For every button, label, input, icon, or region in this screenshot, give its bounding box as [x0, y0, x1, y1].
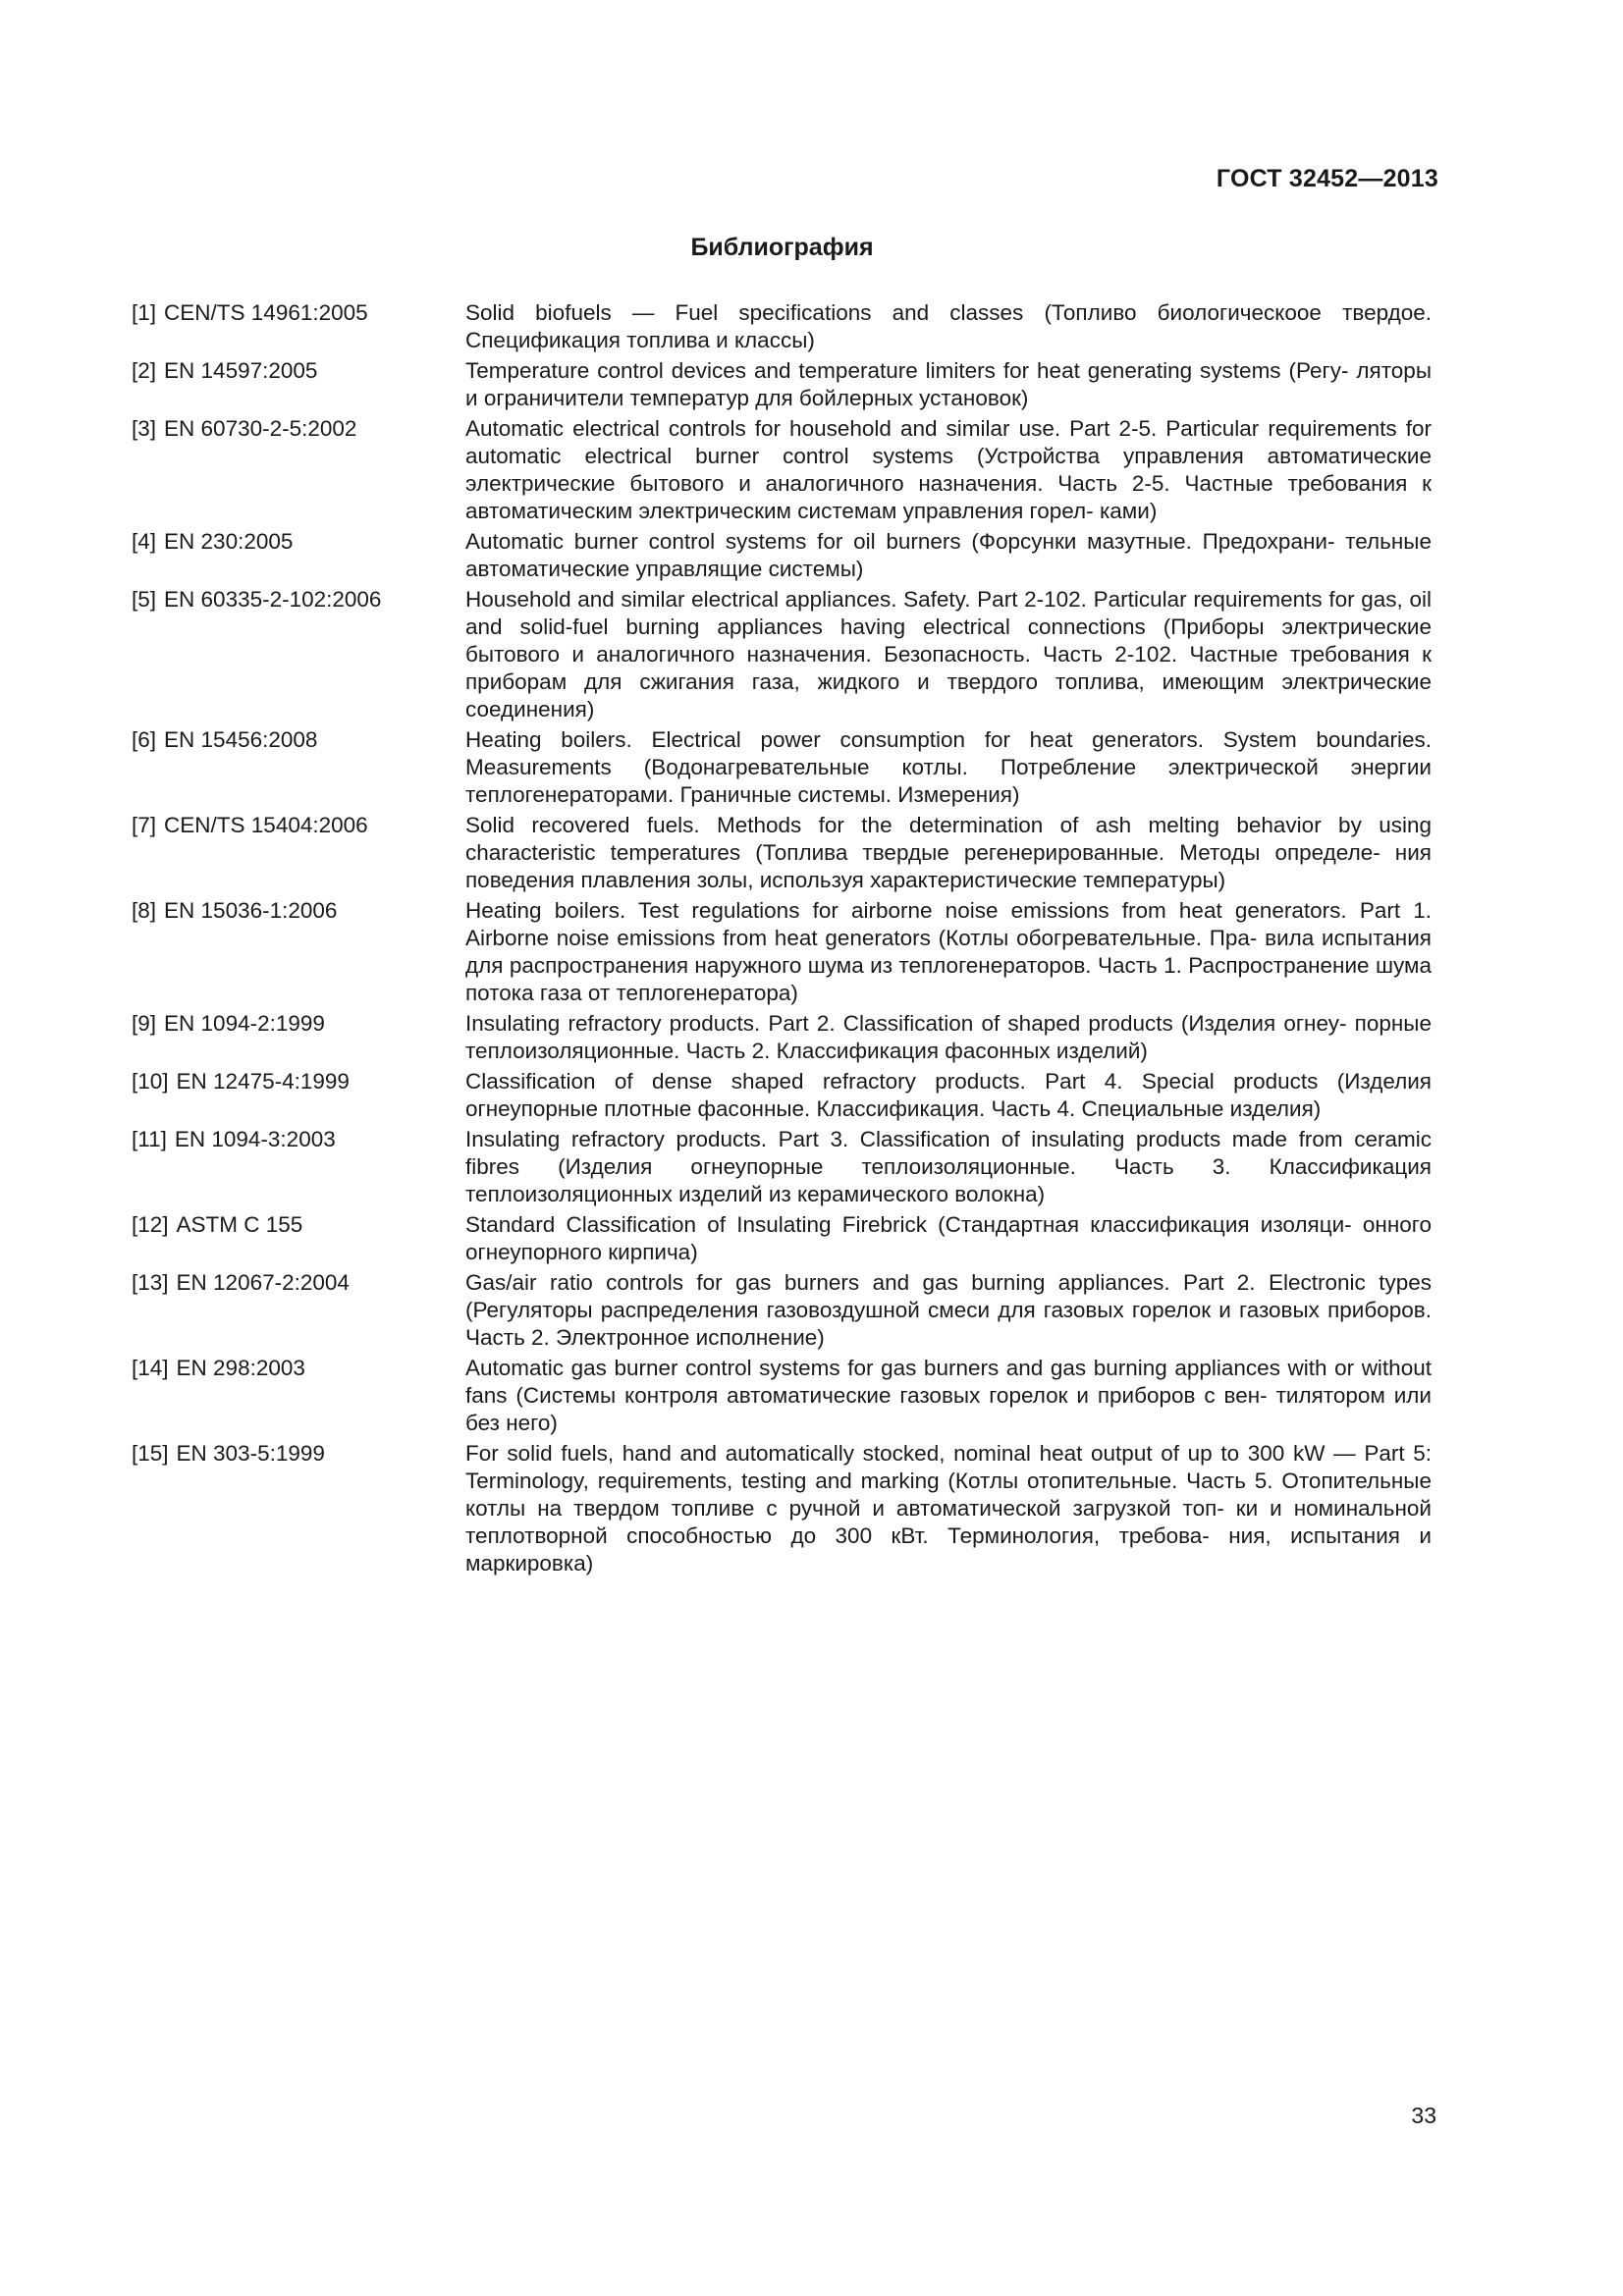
reference-id: [132, 726, 465, 809]
description-line: Measurements (Водонагревательные котлы. Потребление электрической энергии: [465, 755, 1432, 779]
description-line: огнеупорные плотные фасонные. Классификация. Часть 4. Специальные изделия): [465, 1096, 1322, 1121]
standard-code: CEN/TS 14961:2005: [164, 300, 368, 325]
page-number: 33: [1411, 2103, 1436, 2128]
standard-code: EN 60730-2-5:2002: [164, 416, 357, 441]
standard-code: EN 230:2005: [164, 529, 294, 554]
description-line: Automatic electrical controls for household and similar use. Part 2-5. Particular: [465, 416, 1260, 441]
bibliography-entry: [132, 1010, 1432, 1065]
reference-id: [132, 415, 465, 525]
description-line: ки и номинальной теплотворной способностью до 300 кВт. Терминология, требова-: [465, 1496, 1432, 1548]
description-line: (Регуляторы распределения газовоздушной смеси для газовых горелок и газовых: [465, 1298, 1320, 1322]
description-line: теплогенераторами. Граничные системы. Измерения): [465, 782, 1020, 807]
description-line: Household and similar electrical appliances. Safety. Part 2-102. Particular requirements: [465, 587, 1323, 612]
reference-id: [132, 586, 465, 723]
description-line: Classification of dense shaped refractory products. Part 4. Special products (Изделия: [465, 1069, 1432, 1094]
reference-description: [465, 897, 1432, 1007]
description-line: Heating boilers. Test regulations for airborne noise emissions from heat generators.: [465, 898, 1347, 923]
description-line: ния, испытания и маркировка): [465, 1523, 1432, 1575]
description-line: Часть 1. Распространение шума потока газа от теплогенератора): [465, 953, 1432, 1005]
reference-description: [465, 357, 1432, 412]
reference-description: [465, 726, 1432, 809]
bibliography-entry: [132, 1355, 1432, 1437]
reference-number: [11]: [132, 1127, 167, 1151]
bibliography-entry: [132, 1126, 1432, 1208]
description-line: тельные автоматические управлящие системы): [465, 529, 1432, 581]
reference-number: [4]: [132, 529, 157, 554]
reference-description: [465, 299, 1432, 354]
reference-id: [132, 299, 465, 354]
standard-code: EN 15456:2008: [164, 727, 318, 752]
reference-number: [2]: [132, 358, 157, 383]
bibliography-entry: [132, 586, 1432, 723]
description-line: ляторы и ограничители температур для бойлерных установок): [465, 358, 1432, 410]
description-line: тилятором или без него): [465, 1383, 1432, 1435]
standard-code: ASTM C 155: [176, 1212, 303, 1237]
reference-description: [465, 1211, 1432, 1266]
description-line: ния поведения плавления золы, используя характеристические температуры): [465, 840, 1432, 892]
reference-id: [132, 1211, 465, 1266]
reference-id: [132, 1126, 465, 1208]
description-line: Частные требования к приборам для сжигания газа, жидкого и твердого топлива,: [465, 642, 1432, 694]
reference-id: [132, 812, 465, 894]
description-line: characteristic temperatures (Топлива твердые регенерированные. Методы определе-: [465, 840, 1380, 865]
reference-number: [6]: [132, 727, 157, 752]
description-line: Part 1. Airborne noise emissions from heat generators (Котлы обогревательные. Пра-: [465, 898, 1432, 950]
reference-number: [5]: [132, 587, 157, 612]
standard-code: EN 1094-3:2003: [174, 1127, 336, 1151]
reference-description: [465, 1355, 1432, 1437]
reference-id: [132, 357, 465, 412]
bibliography-entry: [132, 1068, 1432, 1123]
bibliography-entry: [132, 415, 1432, 525]
page-title: Библиография: [690, 234, 874, 261]
reference-description: [465, 1010, 1432, 1065]
standard-code: EN 298:2003: [176, 1356, 305, 1380]
description-line: Insulating refractory products. Part 2. Classification of shaped products (Изделия огнеу-: [465, 1011, 1347, 1036]
bibliography-entry: [132, 726, 1432, 809]
reference-id: [132, 1068, 465, 1123]
reference-id: [132, 1269, 465, 1352]
description-line: For solid fuels, hand and automatically stocked, nominal heat output of up to 300 kW —: [465, 1441, 1356, 1466]
description-line: вила испытания для распространения наружного шума из теплогенераторов.: [465, 926, 1432, 978]
standard-code: EN 303-5:1999: [176, 1441, 325, 1466]
reference-number: [8]: [132, 898, 157, 923]
description-line: without fans (Системы контроля автоматические газовых горелок и приборов с вен-: [465, 1356, 1432, 1408]
reference-number: [13]: [132, 1270, 169, 1295]
standard-code: EN 15036-1:2006: [164, 898, 338, 923]
reference-number: [15]: [132, 1441, 169, 1466]
bibliography-entry: [132, 897, 1432, 1007]
reference-number: [10]: [132, 1069, 169, 1094]
description-line: Insulating refractory products. Part 3. Classification of insulating products made from: [465, 1127, 1343, 1151]
reference-description: [465, 415, 1432, 525]
reference-description: [465, 1126, 1432, 1208]
reference-number: [14]: [132, 1356, 169, 1380]
reference-number: [9]: [132, 1011, 157, 1036]
reference-id: [132, 1355, 465, 1437]
bibliography-entry: [132, 299, 1432, 354]
description-line: Solid biofuels — Fuel specifications and classes (Топливо биологическоое твердое.: [465, 300, 1432, 325]
description-line: онного огнеупорного кирпича): [465, 1212, 1432, 1264]
bibliography-entry: [132, 1211, 1432, 1266]
bibliography-entry: [132, 357, 1432, 412]
reference-number: [7]: [132, 813, 157, 837]
description-line: Частные требования к автоматическим электрическим системам управления горел-: [465, 471, 1432, 523]
description-line: Temperature control devices and temperature limiters for heat generating systems (Регу-: [465, 358, 1349, 383]
description-line: Solid recovered fuels. Methods for the determination of ash melting behavior by using: [465, 813, 1432, 837]
bibliography-entry: [132, 528, 1432, 583]
description-line: электрические бытового и аналогичного назначения. Безопасность. Часть 2-102.: [465, 614, 1432, 667]
standard-code: EN 14597:2005: [164, 358, 318, 383]
reference-number: [1]: [132, 300, 157, 325]
reference-id: [132, 528, 465, 583]
description-line: Спецификация топлива и классы): [465, 328, 815, 352]
description-line: Part 5: Terminology, requirements, testing and marking (Котлы отопительные. Часть 5.: [465, 1441, 1433, 1493]
description-line: теплоизоляционных изделий из керамического волокна): [465, 1182, 1046, 1206]
bibliography-entry: [132, 1269, 1432, 1352]
standard-code: EN 12475-4:1999: [176, 1069, 350, 1094]
reference-number: [3]: [132, 416, 157, 441]
description-line: requirements for automatic electrical burner control systems (Устройства управления: [465, 416, 1432, 468]
description-line: порные теплоизоляционные. Часть 2. Классификация фасонных изделий): [465, 1011, 1432, 1063]
description-line: приборов. Часть 2. Электронное исполнение): [465, 1298, 1432, 1350]
description-line: ками): [1099, 499, 1158, 523]
document-code: ГОСТ 32452—2013: [1216, 165, 1438, 192]
standard-code: EN 1094-2:1999: [164, 1011, 325, 1036]
standard-code: EN 12067-2:2004: [176, 1270, 350, 1295]
description-line: автоматические электрические бытового и аналогичного назначения. Часть 2-5.: [465, 444, 1432, 496]
description-line: for gas, oil and solid-fuel burning appliances having electrical connections (Приборы: [465, 587, 1432, 639]
standard-code: CEN/TS 15404:2006: [164, 813, 368, 837]
description-line: Automatic gas burner control systems for gas burners and gas burning appliances with or: [465, 1356, 1355, 1380]
reference-description: [465, 1068, 1432, 1123]
description-line: Отопительные котлы на твердом топливе с ручной и автоматической загрузкой топ-: [465, 1468, 1432, 1521]
reference-id: [132, 1440, 465, 1577]
reference-description: [465, 586, 1432, 723]
reference-description: [465, 812, 1432, 894]
bibliography-entry: [132, 812, 1432, 894]
reference-description: [465, 1269, 1432, 1352]
reference-id: [132, 1010, 465, 1065]
description-line: ceramic fibres (Изделия огнеупорные теплоизоляционные. Часть 3. Классификация: [465, 1127, 1432, 1179]
standard-code: EN 60335-2-102:2006: [164, 587, 382, 612]
reference-description: [465, 1440, 1432, 1577]
description-line: Automatic burner control systems for oil burners (Форсунки мазутные. Предохрани-: [465, 529, 1335, 554]
description-line: Standard Classification of Insulating Firebrick (Стандартная классификация изоляци-: [465, 1212, 1352, 1237]
description-line: Gas/air ratio controls for gas burners and gas burning appliances. Part 2. Electronic types: [465, 1270, 1432, 1295]
description-line: Heating boilers. Electrical power consumption for heat generators. System boundaries.: [465, 727, 1432, 752]
bibliography-list: [132, 299, 1432, 1580]
reference-description: [465, 528, 1432, 583]
bibliography-entry: [132, 1440, 1432, 1577]
reference-number: [12]: [132, 1212, 169, 1237]
description-line: имеющим электрические соединения): [465, 669, 1432, 721]
reference-id: [132, 897, 465, 1007]
